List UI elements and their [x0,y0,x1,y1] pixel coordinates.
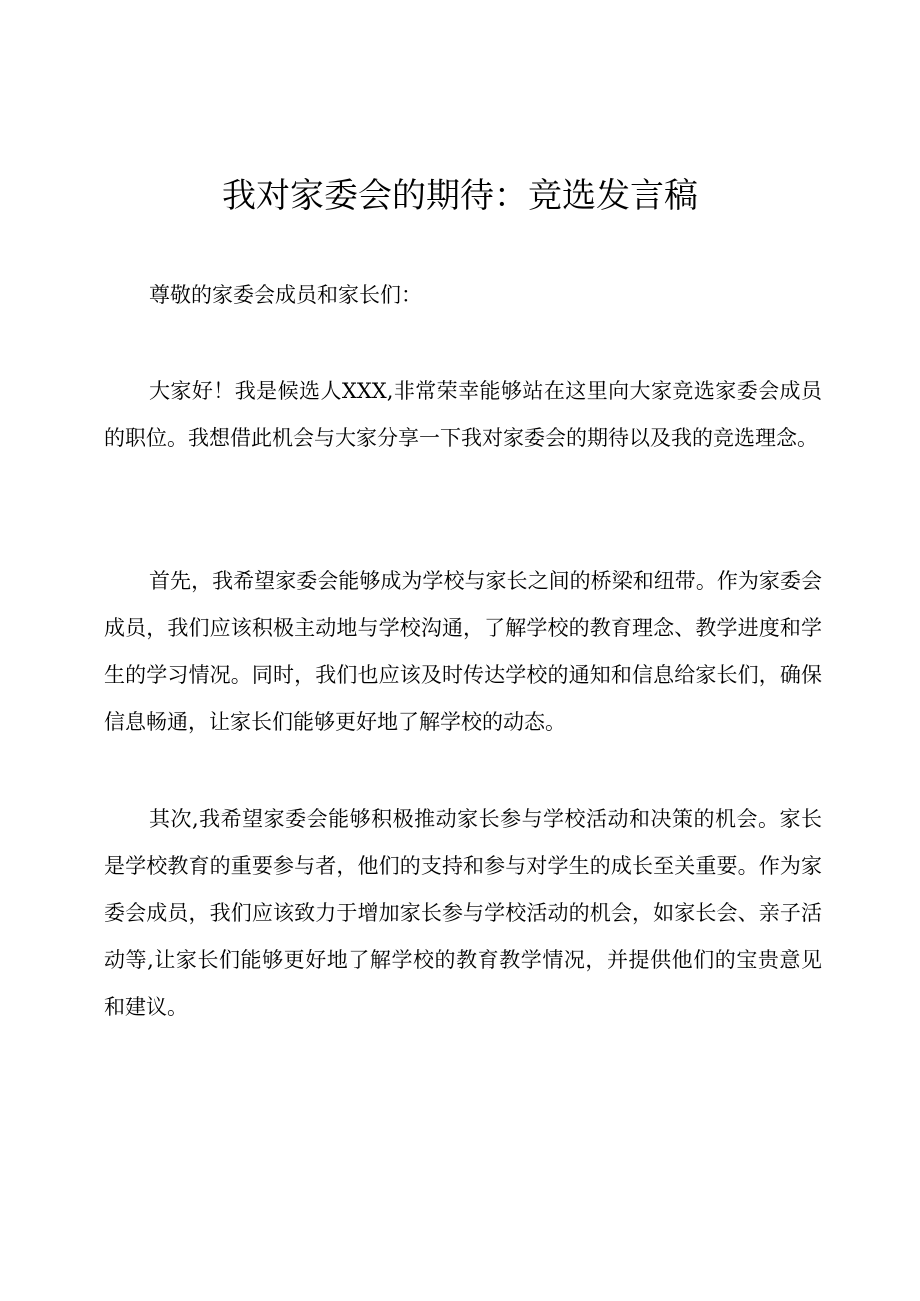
paragraph-bridge-role: 首先，我希望家委会能够成为学校与家长之间的桥梁和纽带。作为家委会成员，我们应该积极主动地与学校沟通，了解学校的教育理念、教学进度和学生的学习情况。同时，我们也应该及时传达学校的通知和信息给家长们，确保信息畅通，让家长们能够更好地了解学校的动态。 [104,569,822,734]
salutation: 尊敬的家委会成员和家长们： [149,283,422,307]
paragraph-introduction: 大家好！我是候选人XXX,非常荣幸能够站在这里向大家竞选家委会成员的职位。我想借此机会与大家分享一下我对家委会的期待以及我的竞选理念。 [104,379,822,450]
document-title: 我对家委会的期待：竞选发言稿 [222,176,698,216]
paragraph-parent-participation: 其次,我希望家委会能够积极推动家长参与学校活动和决策的机会。家长是学校教育的重要参与者，他们的支持和参与对学生的成长至关重要。作为家委会成员，我们应该致力于增加家长参与学校活动的机会，如家长会、亲子活动等,让家长们能够更好地了解学校的教育教学情况，并提供他们的宝贵意见和建议。 [104,807,822,1019]
